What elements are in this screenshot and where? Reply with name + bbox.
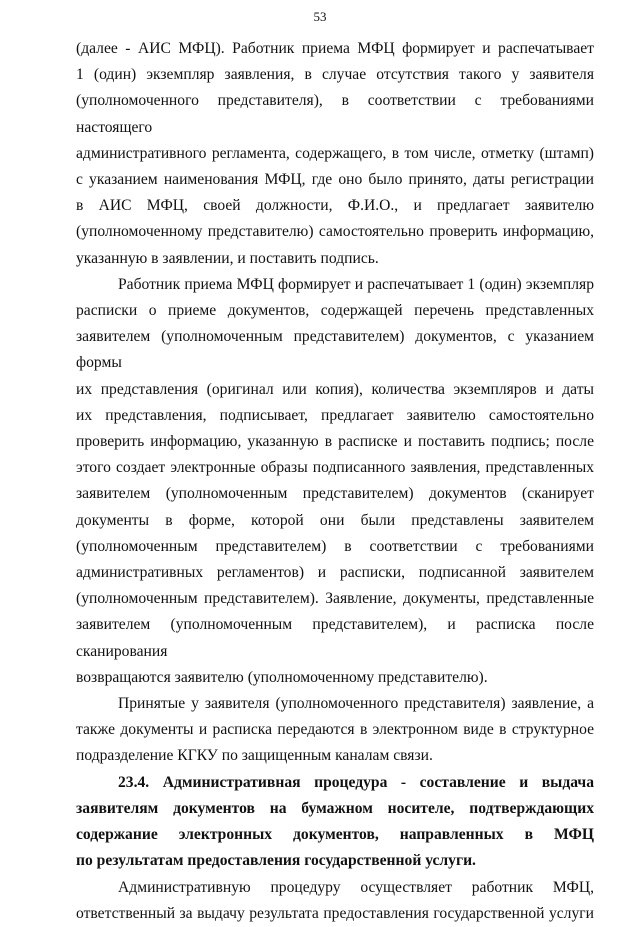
text-line: проверить информацию, указанную в расписке и поставить подпись; после: [76, 433, 594, 451]
text-line: в АИС МФЦ, своей должности, Ф.И.О., и предлагает заявителю: [76, 197, 594, 215]
text-line: заявителем (уполномоченным представителем), и расписка после сканирования: [76, 616, 594, 660]
heading-line: 23.4. Административная процедура - составление и выдача: [118, 773, 594, 791]
text-line: заявителем (уполномоченным представителем) документов (сканирует: [76, 485, 594, 503]
text-line: ответственный за выдачу результата предоставления государственной услуги: [76, 904, 594, 922]
paragraph-2: [76, 272, 594, 691]
text-line: указанную в заявлении, и поставить подпись.: [76, 249, 379, 267]
document-body: [76, 36, 594, 927]
text-line: возвращаются заявителю (уполномоченному представителю).: [76, 668, 488, 686]
text-line: Административную процедуру осуществляет работник МФЦ,: [118, 878, 594, 896]
text-line: Работник приема МФЦ формирует и распечатывает 1 (один) экземпляр: [118, 275, 594, 293]
text-line: (далее - АИС МФЦ). Работник приема МФЦ формирует и распечатывает: [76, 40, 594, 57]
text-line: 1 (один) экземпляр заявления, в случае отсутствия такого у заявителя: [76, 66, 594, 84]
text-line: расписки о приеме документов, содержащей перечень представленных: [76, 302, 594, 320]
page-number: 53: [313, 9, 327, 24]
text-line: их представления, подписывает, предлагает заявителю самостоятельно: [76, 406, 594, 424]
section-heading-23-4: [76, 770, 594, 875]
text-line: также документы и расписка передаются в электронном виде в структурное: [76, 721, 594, 739]
paragraph-1: [76, 36, 594, 272]
text-line: (уполномоченного представителя), в соответствии с требованиями настоящего: [76, 92, 594, 136]
text-line: (уполномоченным представителем). Заявление, документы, представленные: [76, 590, 594, 608]
text-line: административного регламента, содержащего, в том числе, отметку (штамп): [76, 144, 594, 162]
text-line: их представления (оригинал или копия), количества экземпляров и даты: [76, 380, 594, 398]
text-line: Принятые у заявителя (уполномоченного представителя) заявление, а: [118, 695, 594, 713]
text-line: подразделение КГКУ по защищенным каналам связи.: [76, 747, 433, 765]
text-line: административных регламентов) и расписки, подписанной заявителем: [76, 564, 594, 582]
text-line: заявителем (уполномоченным представителем) документов, с указанием формы: [76, 328, 594, 372]
text-line: документы в форме, которой они были представлены заявителем: [76, 511, 594, 529]
heading-line: содержание электронных документов, направленных в МФЦ: [76, 826, 594, 844]
text-line: (уполномоченным представителем) в соответствии с требованиями: [76, 537, 594, 555]
heading-line: по результатам предоставления государственной услуги.: [76, 852, 476, 870]
text-line: этого создает электронные образы подписанного заявления, представленных: [76, 459, 594, 477]
heading-line: заявителям документов на бумажном носителе, подтверждающих: [76, 799, 594, 817]
text-line: с указанием наименования МФЦ, где оно было принято, даты регистрации: [76, 171, 594, 189]
paragraph-3: [76, 691, 594, 770]
text-line: (уполномоченному представителю) самостоятельно проверить информацию,: [76, 223, 594, 241]
paragraph-5: [76, 875, 594, 927]
